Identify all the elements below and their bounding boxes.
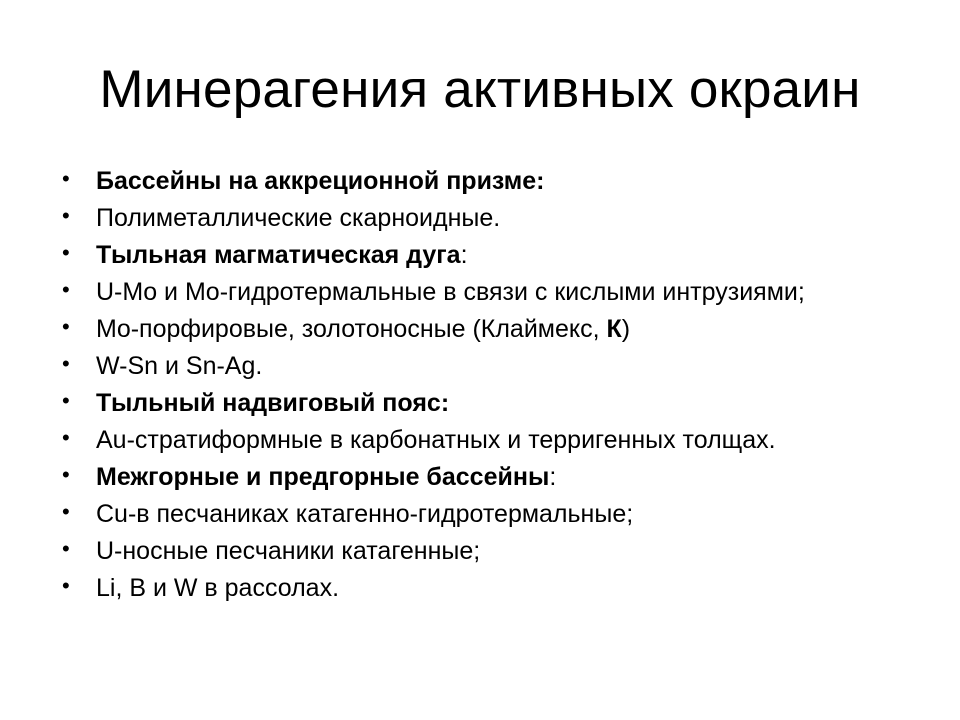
item-bold-tail: К xyxy=(606,315,622,343)
list-item xyxy=(62,501,922,528)
item-text: : xyxy=(549,463,557,491)
bullet-icon: • xyxy=(62,166,70,191)
item-bold-text: Межгорные и предгорные бассейны xyxy=(96,463,550,491)
item-text: Полиметаллические скарноидные. xyxy=(96,204,501,232)
item-text: Au-стратиформные в карбонатных и терригенных толщах. xyxy=(96,426,776,454)
list-item xyxy=(62,242,922,269)
list-item xyxy=(62,168,922,195)
list-item xyxy=(62,390,922,417)
bullet-icon: • xyxy=(62,499,70,524)
list-item xyxy=(62,427,922,454)
list-item xyxy=(62,279,922,306)
item-text: U-Mo и Mo-гидротермальные в связи с кислыми интрузиями; xyxy=(96,278,805,306)
list-item xyxy=(62,205,922,232)
item-text: W-Sn и Sn-Ag. xyxy=(96,352,263,380)
bullet-icon: • xyxy=(62,388,70,413)
bullet-icon: • xyxy=(62,351,70,376)
item-text: Mo-порфировые, золотоносные (Клаймекс, xyxy=(96,315,607,343)
list-item xyxy=(62,464,922,491)
bullet-icon: • xyxy=(62,573,70,598)
bullet-icon: • xyxy=(62,277,70,302)
item-bold-text: Бассейны на аккреционной призме: xyxy=(96,167,545,195)
item-bold-text: Тыльная магматическая дуга xyxy=(96,241,461,269)
bullet-icon: • xyxy=(62,536,70,561)
item-text: : xyxy=(460,241,468,269)
list-item xyxy=(62,353,922,380)
item-tail: ) xyxy=(621,315,631,343)
bullet-icon: • xyxy=(62,314,70,339)
bullet-icon: • xyxy=(62,425,70,450)
list-item xyxy=(62,538,922,565)
item-text: U-носные песчаники катагенные; xyxy=(96,537,481,565)
item-text: Li, B и W в рассолах. xyxy=(96,574,340,602)
bullet-icon: • xyxy=(62,203,70,228)
item-text: Cu-в песчаниках катагенно-гидротермальные; xyxy=(96,500,634,528)
slide-title: Минерагения активных окраин xyxy=(99,60,861,119)
bullet-icon: • xyxy=(62,462,70,487)
list-item xyxy=(62,575,922,602)
list-item xyxy=(62,316,922,343)
item-bold-text: Тыльный надвиговый пояс: xyxy=(96,389,450,417)
bullet-list xyxy=(62,168,922,612)
bullet-icon: • xyxy=(62,240,70,265)
